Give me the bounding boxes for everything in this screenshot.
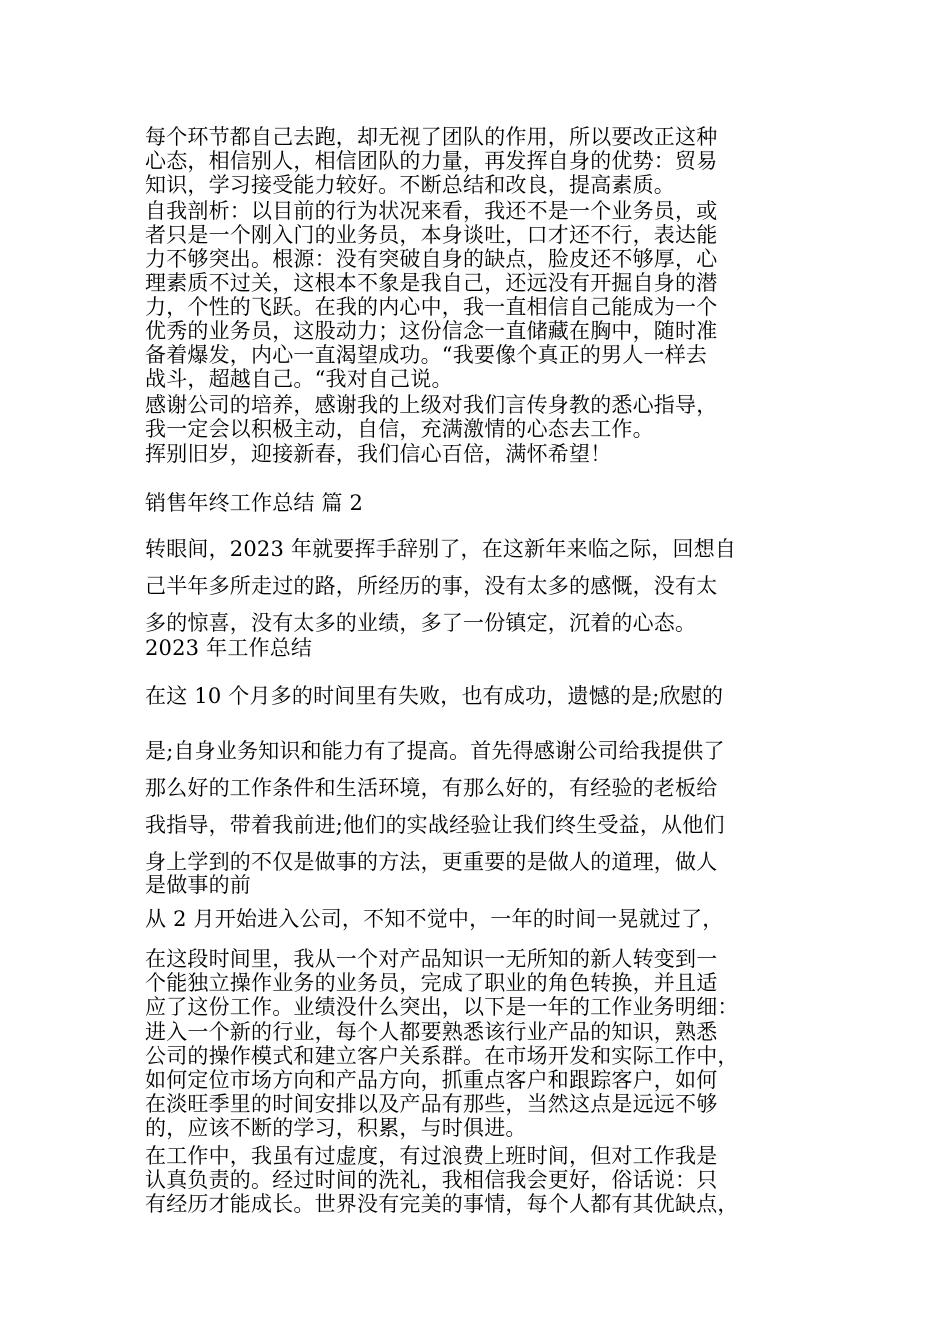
text-line: 战斗，超越自己。“我对自己说。 [145,367,453,391]
text-line: 知识，学习接受能力较好。不断总结和改良，提高素质。 [145,173,675,197]
text-line: 个能独立操作业务的业务员，完成了职业的角色转换，并且适 [145,971,718,995]
text-line: 认真负责的。经过时间的洗礼，我相信我会更好，俗话说：只 [145,1168,718,1192]
paragraph-fragment [145,873,825,897]
text-line: 那么好的工作条件和生活环境，有那么好的，有经验的老板给 [145,776,718,800]
paragraph-start-date [145,907,825,931]
text-line: 在工作中，我虽有过虚度，有过浪费上班时间，但对工作我是 [145,1144,718,1168]
text-line: 2023 年工作总结 [145,636,313,660]
paragraph-self-analysis [145,199,825,391]
paragraph-intro [145,531,825,642]
text-line: 我一定会以积极主动，自信，充满激情的心态去工作。 [145,417,654,441]
paragraph-farewell [145,442,825,466]
paragraph-teamwork [145,125,825,197]
text-line: 从 2 月开始进入公司，不知不觉中，一年的时间一晃就过了， [145,907,724,931]
text-line: 如何定位市场方向和产品方向，抓重点客户和跟踪客户，如何 [145,1068,718,1092]
text-line: 挥别旧岁，迎接新春，我们信心百倍，满怀希望！ [145,442,612,466]
text-line: 优秀的业务员，这股动力；这份信念一直储藏在胸中，随时准 [145,319,718,343]
paragraph-transition [145,947,825,1019]
subheading [145,636,825,660]
text-line: 力不够突出。根源：没有突破自身的缺点，脸皮还不够厚，心 [145,247,718,271]
text-line: 理素质不过关，这根本不象是我自己，还远没有开掘自身的潜 [145,271,718,295]
text-line: 自我剖析：以目前的行为状况来看，我还不是一个业务员，或 [145,199,718,223]
paragraph-knowledge [145,733,825,881]
text-line: 是做事的前 [145,873,251,897]
section-heading [145,491,825,515]
text-line: 在这段时间里，我从一个对产品知识一无所知的新人转变到一 [145,947,718,971]
text-line: 有经历才能成长。世界没有完美的事情，每个人都有其优缺点， [145,1192,739,1216]
paragraph-new-industry [145,1020,825,1140]
text-line: 力，个性的飞跃。在我的内心中，我一直相信自己能成为一个 [145,295,718,319]
paragraph-thanks [145,393,825,441]
text-line: 在淡旺季里的时间安排以及产品有那些，当然这点是远远不够 [145,1092,718,1116]
text-line: 进入一个新的行业，每个人都要熟悉该行业产品的知识，熟悉 [145,1020,718,1044]
text-line: 是;自身业务知识和能力有了提高。首先得感谢公司给我提供了 [145,739,725,763]
text-line: 多的惊喜，没有太多的业绩，多了一份镇定，沉着的心态。 [145,611,697,635]
text-line: 感谢公司的培养，感谢我的上级对我们言传身教的悉心指导， [145,393,718,417]
text-line: 公司的操作模式和建立客户关系群。在市场开发和实际工作中， [145,1044,739,1068]
text-line: 者只是一个刚入门的业务员，本身谈吐，口才还不行，表达能 [145,223,718,247]
text-line: 每个环节都自己去跑，却无视了团队的作用，所以要改正这种 [145,125,718,149]
text-line: 己半年多所走过的路，所经历的事，没有太多的感慨，没有太 [145,574,718,598]
paragraph-work-attitude [145,1144,825,1216]
text-line: 销售年终工作总结 篇 2 [145,491,364,515]
text-line: 应了这份工作。业绩没什么突出，以下是一年的工作业务明细： [145,995,739,1019]
text-line: 备着爆发，内心一直渴望成功。“我要像个真正的男人一样去 [145,343,708,367]
text-line: 我指导，带着我前进;他们的实战经验让我们终生受益，从他们 [145,813,725,837]
text-line: 的，应该不断的学习，积累，与时俱进。 [145,1116,527,1140]
paragraph-ten-months [145,684,825,708]
text-line: 在这 10 个月多的时间里有失败，也有成功，遗憾的是;欣慰的 [145,684,724,708]
text-line: 心态，相信别人，相信团队的力量，再发挥自身的优势：贸易 [145,149,718,173]
text-line: 转眼间，2023 年就要挥手辞别了，在这新年来临之际，回想自 [145,537,737,561]
text-line: 身上学到的不仅是做事的方法，更重要的是做人的道理，做人 [145,850,718,874]
